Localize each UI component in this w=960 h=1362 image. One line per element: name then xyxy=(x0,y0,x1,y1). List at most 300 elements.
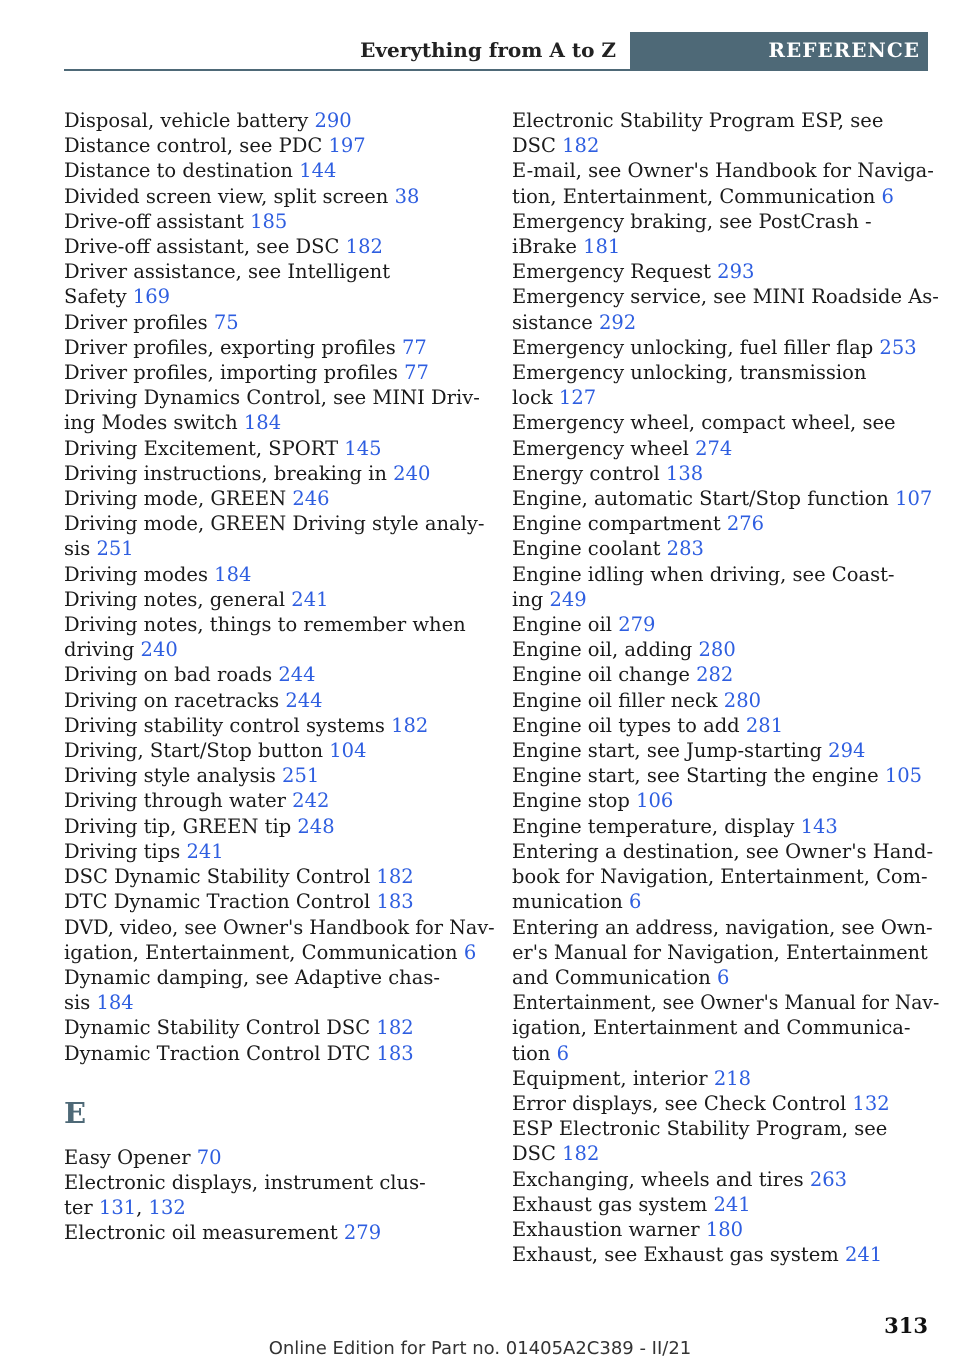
index-entry xyxy=(512,1192,928,1217)
page-reference-link[interactable]: 182 xyxy=(562,1142,600,1166)
index-entry-line xyxy=(512,335,928,360)
index-entry xyxy=(64,1145,484,1170)
index-entry xyxy=(64,864,484,889)
index-entry-line xyxy=(512,965,928,990)
index-term: Emergency Request xyxy=(512,260,718,284)
index-entry xyxy=(64,965,484,1015)
index-term: Driving on racetracks xyxy=(64,688,286,712)
page-reference-link[interactable]: 218 xyxy=(713,1066,752,1090)
index-entry-line xyxy=(512,1041,928,1066)
index-entry-line xyxy=(512,587,928,612)
index-term: Emergency unlocking, transmission xyxy=(512,361,867,385)
index-entry-line xyxy=(64,410,484,435)
index-entry xyxy=(512,1066,928,1091)
index-entry xyxy=(64,763,484,788)
page-reference-link[interactable]: 127 xyxy=(558,386,597,410)
index-entry xyxy=(512,335,928,360)
page-reference-link[interactable]: 279 xyxy=(618,613,656,637)
index-entry xyxy=(512,158,934,208)
index-entry-line xyxy=(512,486,933,511)
index-entry-line xyxy=(512,133,928,158)
index-entry-line xyxy=(512,990,940,1015)
index-entry-line xyxy=(64,511,485,536)
index-entry-line xyxy=(64,1195,484,1220)
page-reference-link[interactable]: 6 xyxy=(881,184,894,208)
page-reference-link[interactable]: 185 xyxy=(250,209,288,233)
index-entry xyxy=(64,133,484,158)
index-term: Driving, Start/Stop button xyxy=(64,739,330,763)
index-term: Driver profiles xyxy=(64,310,214,334)
index-term: ing xyxy=(512,587,550,611)
index-term: Driver assistance, see Intelligent xyxy=(64,260,391,284)
page-reference-link[interactable]: 132 xyxy=(852,1091,890,1115)
page-reference-link[interactable]: 184 xyxy=(214,562,252,586)
index-entry-line xyxy=(512,763,928,788)
page-reference-link[interactable]: 6 xyxy=(463,940,477,964)
index-entry-line xyxy=(64,940,484,965)
index-term: DSC xyxy=(512,134,563,158)
page-header xyxy=(64,32,928,71)
index-term: er's Manual for Navigation, Entertainment xyxy=(512,940,928,964)
index-entry xyxy=(64,713,484,738)
page-number: 313 xyxy=(884,1313,928,1338)
index-entry-line xyxy=(64,234,484,259)
index-entry-line xyxy=(512,839,934,864)
index-entry-line xyxy=(64,284,484,309)
index-term: ter xyxy=(64,1196,99,1220)
index-entry-line xyxy=(64,713,484,738)
page-reference-link[interactable]: 138 xyxy=(665,461,704,485)
index-term: E-mail, see Owner's Handbook for Naviga- xyxy=(512,159,934,183)
index-entry xyxy=(64,209,484,234)
index-entry-line xyxy=(512,158,934,183)
index-entry xyxy=(512,209,928,259)
index-term: DSC Dynamic Stability Control xyxy=(64,865,377,889)
page-reference-link[interactable]: 107 xyxy=(895,487,933,511)
index-entry xyxy=(64,184,484,209)
index-term: munication xyxy=(512,890,629,914)
index-term: DVD, video, see Owner's Handbook for Nav- xyxy=(64,915,495,939)
index-term: Engine start, see Starting the engine xyxy=(512,764,885,788)
page-reference-link[interactable]: 144 xyxy=(299,159,337,183)
page-reference-link[interactable]: 241 xyxy=(186,839,224,863)
index-term: Driving notes, general xyxy=(64,587,292,611)
index-entry xyxy=(64,234,484,259)
index-entry-line xyxy=(512,310,928,335)
index-entry xyxy=(512,763,928,788)
index-term: ing Modes switch xyxy=(64,411,244,435)
index-entry-line xyxy=(64,486,484,511)
index-entry xyxy=(64,1170,484,1220)
index-entry-line xyxy=(512,940,928,965)
index-entry xyxy=(512,562,928,612)
index-entry-line xyxy=(64,1170,484,1195)
index-entry-line xyxy=(64,965,484,990)
index-entry xyxy=(512,1242,928,1267)
index-entry-line xyxy=(512,385,928,410)
page-reference-link[interactable]: 241 xyxy=(844,1243,883,1267)
index-entry xyxy=(512,536,928,561)
index-entry-line xyxy=(64,637,484,662)
index-entry xyxy=(64,511,484,561)
section-title: Everything from A to Z xyxy=(360,38,616,62)
index-term: Entering a destination, see Owner's Hand- xyxy=(512,839,934,863)
index-term: Driving style analysis xyxy=(64,764,283,788)
page-reference-link[interactable]: 181 xyxy=(583,235,621,259)
page-reference-link[interactable]: 279 xyxy=(343,1221,382,1245)
page-reference-link[interactable]: 77 xyxy=(401,335,427,359)
index-term: Driving on bad roads xyxy=(64,663,279,687)
index-term: Driving modes xyxy=(64,562,215,586)
index-term: Engine oil, adding xyxy=(512,638,699,662)
index-column-right xyxy=(512,108,940,1267)
index-entry xyxy=(64,587,484,612)
index-entry xyxy=(64,889,484,914)
index-entry xyxy=(512,662,928,687)
page-reference-link[interactable]: 281 xyxy=(745,713,784,737)
index-term: Engine oil xyxy=(512,613,619,637)
index-term: ESP Electronic Stability Program, see xyxy=(512,1117,888,1141)
index-term: Dynamic Traction Control DTC xyxy=(64,1041,377,1065)
index-term: Error displays, see Check Control xyxy=(512,1091,853,1115)
index-term: Driver profiles, importing profiles xyxy=(64,361,405,385)
index-entry-line xyxy=(64,662,484,687)
index-term: Driving tips xyxy=(64,839,187,863)
index-entry xyxy=(512,612,928,637)
index-entry-line xyxy=(512,688,928,713)
index-term: Engine oil change xyxy=(512,663,697,687)
index-entry-line xyxy=(64,209,484,234)
index-entry-line xyxy=(64,310,484,335)
index-entry-line xyxy=(512,1167,928,1192)
index-term: driving xyxy=(64,638,141,662)
page-reference-link[interactable]: 241 xyxy=(713,1192,751,1216)
index-term: Driver profiles, exporting profiles xyxy=(64,335,402,359)
index-term: Driving tip, GREEN tip xyxy=(64,814,298,838)
page-reference-link[interactable]: 253 xyxy=(879,335,917,359)
index-term: Entertainment, see Owner's Manual for Nav- xyxy=(512,991,940,1015)
page-reference-link[interactable]: 145 xyxy=(344,436,382,460)
page-reference-link[interactable]: 105 xyxy=(884,764,923,788)
page-reference-link[interactable]: 182 xyxy=(391,713,429,737)
index-entry-line xyxy=(64,688,484,713)
index-term: book for Navigation, Entertainment, Com- xyxy=(512,865,928,889)
page-reference-link[interactable]: 182 xyxy=(376,1016,414,1040)
index-entry-line xyxy=(512,1217,928,1242)
index-entry-line xyxy=(64,259,484,284)
page-reference-link[interactable]: 293 xyxy=(717,260,755,284)
index-entry-line xyxy=(64,108,484,133)
index-entry-line xyxy=(64,763,484,788)
index-entry-line xyxy=(64,536,484,561)
index-entry xyxy=(64,310,484,335)
index-entry-line xyxy=(512,259,928,284)
index-term: Driving mode, GREEN Driving style analy- xyxy=(64,512,485,536)
index-entry xyxy=(64,259,484,309)
index-term: Easy Opener xyxy=(64,1145,197,1169)
index-entry-line xyxy=(512,234,928,259)
index-column-left xyxy=(64,108,495,1246)
index-term: Exhaust gas system xyxy=(512,1192,714,1216)
page-reference-link[interactable]: 241 xyxy=(291,587,329,611)
index-entry xyxy=(512,108,928,158)
index-entry-line xyxy=(512,536,928,561)
index-term: Engine compartment xyxy=(512,512,727,536)
index-entry xyxy=(64,1041,484,1066)
index-entry-line xyxy=(64,461,484,486)
page-reference-link[interactable]: 248 xyxy=(297,814,335,838)
index-term: Engine idling when driving, see Coast- xyxy=(512,562,895,586)
index-entry xyxy=(512,990,940,1066)
page-reference-link[interactable]: 240 xyxy=(393,461,431,485)
index-entry-line xyxy=(512,1141,928,1166)
page-reference-link[interactable]: 274 xyxy=(695,436,733,460)
index-term: Engine stop xyxy=(512,789,637,813)
index-term: Emergency braking, see PostCrash - xyxy=(512,209,872,233)
index-term: Driving stability control systems xyxy=(64,713,392,737)
page-reference-link[interactable]: 294 xyxy=(828,739,866,763)
index-entry-line xyxy=(512,209,928,234)
index-entry xyxy=(64,1220,484,1245)
index-entry xyxy=(64,562,484,587)
index-entry xyxy=(512,814,928,839)
index-entry-line xyxy=(64,814,484,839)
page-reference-link[interactable]: 197 xyxy=(328,134,366,158)
index-entry xyxy=(64,436,484,461)
page-reference-link[interactable]: 282 xyxy=(696,663,734,687)
index-term: Distance control, see PDC xyxy=(64,134,329,158)
index-term: Electronic displays, instrument clus- xyxy=(64,1170,426,1194)
page-reference-link[interactable]: 106 xyxy=(636,789,674,813)
footer-edition-note: Online Edition for Part no. 01405A2C389 - II/21 xyxy=(268,1338,692,1359)
index-term: Driving mode, GREEN xyxy=(64,487,293,511)
index-entry-line xyxy=(64,360,484,385)
index-entry-line xyxy=(512,915,933,940)
page-reference-link[interactable]: 169 xyxy=(132,285,171,309)
index-entry xyxy=(64,486,484,511)
index-entry-line xyxy=(512,1192,928,1217)
index-entry xyxy=(64,839,484,864)
index-entry xyxy=(512,738,928,763)
index-entry-line xyxy=(64,839,484,864)
index-term: Driving notes, things to remember when xyxy=(64,613,466,637)
index-entry-line xyxy=(512,108,928,133)
index-term: Emergency unlocking, fuel filler flap xyxy=(512,335,880,359)
page-reference-link[interactable]: 244 xyxy=(278,663,316,687)
index-entry-line xyxy=(64,612,484,637)
header-rule xyxy=(64,69,928,71)
index-term: tion, Entertainment, Communication xyxy=(512,184,882,208)
index-entry xyxy=(512,360,928,410)
index-entry-line xyxy=(512,562,928,587)
index-entry xyxy=(512,461,928,486)
index-entry xyxy=(512,1217,928,1242)
index-entry-line xyxy=(512,360,928,385)
index-entry-line xyxy=(64,335,484,360)
index-term: Equipment, interior xyxy=(512,1066,714,1090)
page-reference-link[interactable]: 244 xyxy=(285,688,323,712)
page-reference-link[interactable]: 292 xyxy=(598,310,637,334)
page-reference-link[interactable]: 104 xyxy=(329,739,367,763)
index-entry xyxy=(64,814,484,839)
page-reference-link[interactable]: 143 xyxy=(800,814,838,838)
index-entry-line xyxy=(512,788,928,813)
index-entry-line xyxy=(512,511,928,536)
index-entry xyxy=(64,461,484,486)
index-entry-line xyxy=(512,1091,928,1116)
page-reference-link[interactable]: 182 xyxy=(562,134,600,158)
index-entry xyxy=(64,612,484,662)
page-reference-link[interactable]: 240 xyxy=(140,638,178,662)
page-reference-link[interactable]: 242 xyxy=(292,789,330,813)
index-term: iBrake xyxy=(512,235,584,259)
index-entry-line xyxy=(512,713,928,738)
page-reference-link[interactable]: 246 xyxy=(292,487,330,511)
index-entry xyxy=(64,688,484,713)
index-entry-line xyxy=(512,1015,928,1040)
index-entry xyxy=(512,259,928,284)
page-reference-link[interactable]: 183 xyxy=(376,1041,414,1065)
page-reference-link[interactable]: 70 xyxy=(196,1145,222,1169)
index-entry xyxy=(64,108,484,133)
page-reference-link[interactable]: 183 xyxy=(376,890,414,914)
index-term: Engine coolant xyxy=(512,537,667,561)
index-entry-line xyxy=(64,990,484,1015)
page-reference-link[interactable]: 184 xyxy=(243,411,282,435)
page-reference-link[interactable]: 276 xyxy=(726,512,765,536)
index-entry-line xyxy=(512,738,928,763)
page-reference-link[interactable]: 77 xyxy=(404,361,429,385)
page-reference-link[interactable]: 251 xyxy=(282,764,320,788)
index-term: Energy control xyxy=(512,461,666,485)
index-entry-line xyxy=(512,1066,928,1091)
page-reference-link[interactable]: 263 xyxy=(809,1167,848,1191)
page-reference-link[interactable]: 182 xyxy=(376,865,414,889)
index-entry xyxy=(512,1167,928,1192)
index-entry-line xyxy=(512,1116,928,1141)
page-reference-link[interactable]: 6 xyxy=(716,965,730,989)
index-entry xyxy=(512,688,928,713)
index-term: Dynamic damping, see Adaptive chas- xyxy=(64,965,440,989)
index-entry-line xyxy=(64,184,484,209)
index-entry-line xyxy=(64,1145,484,1170)
index-entry xyxy=(64,360,484,385)
index-entry-line xyxy=(512,461,928,486)
index-term: Engine start, see Jump-starting xyxy=(512,739,829,763)
index-term: Drive-off assistant, see DSC xyxy=(64,235,346,259)
index-entry-line xyxy=(64,864,484,889)
index-term: lock xyxy=(512,386,559,410)
index-entry xyxy=(64,788,484,813)
index-entry-line xyxy=(512,284,939,309)
index-entry-line xyxy=(64,158,484,183)
index-entry xyxy=(512,486,933,511)
index-entry xyxy=(64,915,495,965)
index-term: Driving instructions, breaking in xyxy=(64,461,394,485)
index-term: DSC xyxy=(512,1142,563,1166)
page-reference-link[interactable]: 132 xyxy=(148,1196,186,1220)
index-entry-line xyxy=(512,864,928,889)
page-reference-link[interactable]: 251 xyxy=(96,537,134,561)
index-term: Driving Dynamics Control, see MINI Driv- xyxy=(64,386,480,410)
page-reference-link[interactable]: 75 xyxy=(213,310,239,334)
page-reference-link[interactable]: 280 xyxy=(723,688,762,712)
index-entry-line xyxy=(64,562,484,587)
index-entry-line xyxy=(512,612,928,637)
index-entry-line xyxy=(512,184,928,209)
index-entry-line xyxy=(64,587,484,612)
letter-heading: E xyxy=(64,1095,87,1130)
index-term: Driving through water xyxy=(64,789,293,813)
page-reference-link[interactable]: 131 xyxy=(98,1196,137,1220)
index-term: Exchanging, wheels and tires xyxy=(512,1167,810,1191)
page-reference-link[interactable]: 182 xyxy=(345,235,383,259)
index-term: sistance xyxy=(512,310,599,334)
index-entry xyxy=(512,511,928,536)
index-entry xyxy=(512,1091,928,1116)
index-entry-line xyxy=(512,814,928,839)
index-term: Electronic Stability Program ESP, see xyxy=(512,109,884,132)
index-term: Disposal, vehicle battery xyxy=(64,109,315,132)
index-entry xyxy=(512,284,939,334)
index-term: Engine temperature, display xyxy=(512,814,801,838)
page-reference-link[interactable]: 290 xyxy=(314,109,352,132)
index-entry xyxy=(64,662,484,687)
page-reference-link[interactable]: 249 xyxy=(549,587,587,611)
index-term: igation, Entertainment and Communica- xyxy=(512,1016,911,1040)
page-reference-link[interactable]: 180 xyxy=(705,1217,744,1241)
page-reference-link[interactable]: 283 xyxy=(666,537,704,561)
index-entry-line xyxy=(64,385,484,410)
index-entry xyxy=(512,713,928,738)
index-entry xyxy=(64,1015,484,1040)
index-term: sis xyxy=(64,991,97,1015)
index-entry-line xyxy=(512,436,928,461)
index-term: Engine, automatic Start/Stop function xyxy=(512,487,896,511)
index-entry-line xyxy=(64,889,484,914)
index-entry xyxy=(64,385,484,435)
index-entry-line xyxy=(64,436,484,461)
page-reference-link[interactable]: 38 xyxy=(394,184,420,208)
index-term: and Communication xyxy=(512,965,717,989)
index-entry-line xyxy=(512,1242,928,1267)
index-term: igation, Entertainment, Communication xyxy=(64,940,464,964)
index-entry xyxy=(512,1116,928,1166)
index-term: Distance to destination xyxy=(64,159,300,183)
index-term: Electronic oil measurement xyxy=(64,1221,344,1245)
index-term: DTC Dynamic Traction Control xyxy=(64,890,377,914)
index-entry-line xyxy=(64,133,484,158)
index-term: Emergency wheel, compact wheel, see xyxy=(512,411,896,435)
index-term: tion xyxy=(512,1041,557,1065)
index-entry-line xyxy=(512,889,928,914)
index-entry-line xyxy=(64,1220,484,1245)
index-entry xyxy=(512,839,934,915)
index-term: Engine oil filler neck xyxy=(512,688,724,712)
page-reference-link[interactable]: 184 xyxy=(96,991,134,1015)
page-reference-link[interactable]: 280 xyxy=(698,638,736,662)
page-reference-link[interactable]: 6 xyxy=(556,1041,569,1065)
index-term: Safety xyxy=(64,285,133,309)
index-entry-line xyxy=(64,1015,484,1040)
index-term: Divided screen view, split screen xyxy=(64,184,395,208)
page-reference-link[interactable]: 6 xyxy=(628,890,642,914)
index-term: Driving Excitement, SPORT xyxy=(64,436,345,460)
page-separator: , xyxy=(136,1196,149,1220)
index-entry xyxy=(512,915,933,991)
index-entry-line xyxy=(512,637,928,662)
index-entry xyxy=(64,158,484,183)
